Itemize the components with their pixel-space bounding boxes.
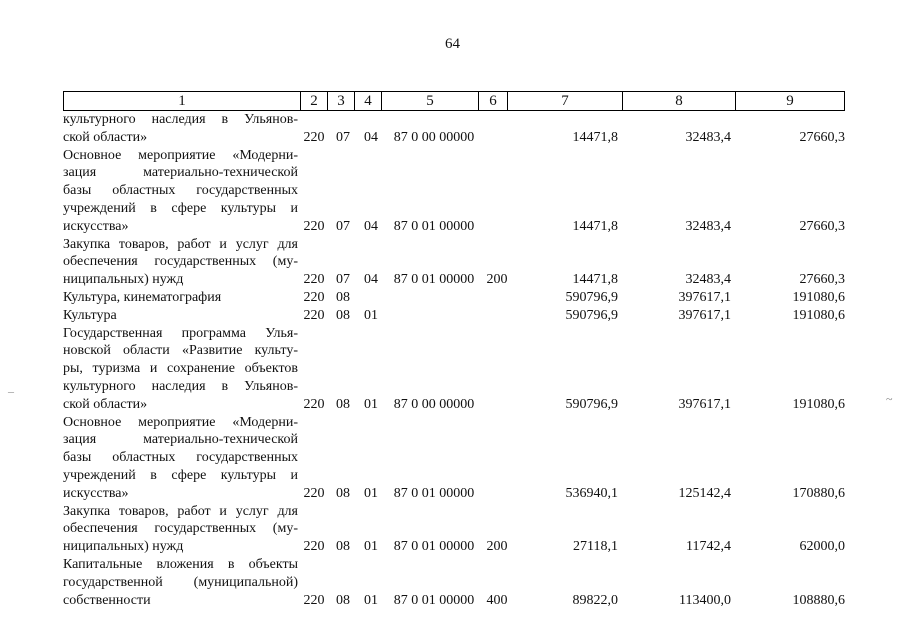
cell-col-9: 191080,6 [792, 307, 845, 323]
description-line: культурного наследия в Ульянов- [63, 378, 298, 394]
row-values [0, 485, 905, 503]
cell-col-2: 220 [303, 592, 325, 608]
cell-col-3: 07 [336, 218, 350, 234]
column-header-row [64, 92, 845, 111]
cell-col-5: 87 0 00 00000 [393, 129, 475, 145]
description-line: Основное мероприятие «Модерни- [63, 147, 298, 163]
description-line: Основное мероприятие «Модерни- [63, 414, 298, 430]
cell-col-2: 220 [303, 307, 325, 323]
cell-col-4: 01 [364, 307, 378, 323]
cell-col-8: 397617,1 [678, 289, 731, 305]
description-line: искусства» [63, 485, 129, 501]
cell-col-4: 01 [364, 485, 378, 501]
table-row [0, 414, 905, 503]
cell-col-6: 200 [486, 539, 508, 555]
cell-col-5: 87 0 01 00000 [393, 272, 475, 288]
cell-col-3: 07 [336, 272, 350, 288]
cell-col-3: 08 [336, 592, 350, 608]
description-line: ской области» [63, 129, 148, 145]
cell-col-5: 87 0 00 00000 [393, 396, 475, 412]
cell-col-8: 397617,1 [678, 396, 731, 412]
table-row [0, 307, 905, 325]
cell-col-4: 01 [364, 539, 378, 555]
cell-col-9: 62000,0 [799, 539, 845, 555]
cell-col-4: 01 [364, 396, 378, 412]
scan-mark-right: ~ [886, 392, 893, 406]
cell-col-6: 200 [486, 272, 508, 288]
cell-col-2: 220 [303, 396, 325, 412]
cell-col-3: 07 [336, 129, 350, 145]
cell-col-7: 590796,9 [565, 289, 618, 305]
description-line: Капитальные вложения в объекты [63, 556, 298, 572]
cell-col-8: 32483,4 [685, 272, 731, 288]
description-line: базы областных государственных [63, 450, 298, 466]
description-line: базы областных государственных [63, 183, 298, 199]
cell-col-7: 536940,1 [565, 485, 618, 501]
cell-col-2: 220 [303, 129, 325, 145]
column-header-5: 5 [382, 92, 479, 111]
cell-col-7: 14471,8 [572, 272, 618, 288]
cell-col-4: 04 [364, 272, 378, 288]
cell-col-3: 08 [336, 485, 350, 501]
table-row [0, 325, 905, 414]
page-number: 64 [445, 36, 460, 52]
cell-col-8: 32483,4 [685, 218, 731, 234]
cell-col-4: 04 [364, 218, 378, 234]
cell-col-9: 27660,3 [799, 129, 845, 145]
row-values [0, 218, 905, 236]
column-header-8: 8 [623, 92, 736, 111]
cell-col-4: 04 [364, 129, 378, 145]
description-line: Закупка товаров, работ и услуг для [63, 236, 298, 252]
column-header-9: 9 [736, 92, 845, 111]
cell-col-2: 220 [303, 218, 325, 234]
cell-col-7: 27118,1 [573, 539, 618, 555]
cell-col-5: 87 0 01 00000 [393, 218, 475, 234]
cell-col-2: 220 [303, 272, 325, 288]
description-line: зация материально-технической [63, 432, 298, 448]
cell-col-7: 590796,9 [565, 396, 618, 412]
table-row [0, 503, 905, 556]
row-values [0, 396, 905, 414]
row-values [0, 129, 905, 147]
description-line: ры, туризма и сохранение объектов [63, 361, 298, 377]
cell-col-3: 08 [336, 539, 350, 555]
cell-col-3: 08 [336, 307, 350, 323]
row-values [0, 271, 905, 289]
description-line: государственной (муниципальной) [63, 574, 298, 590]
description-line: новской области «Развитие культу- [63, 343, 298, 359]
description-line: ской области» [63, 396, 148, 412]
column-header-6: 6 [479, 92, 508, 111]
column-header-table [63, 91, 845, 111]
description-line: учреждений в сфере культуры и [63, 200, 298, 216]
column-header-1: 1 [64, 92, 301, 111]
description-line: Государственная программа Улья- [63, 325, 298, 341]
cell-col-2: 220 [303, 539, 325, 555]
table-row [0, 236, 905, 289]
cell-col-4: 01 [364, 592, 378, 608]
cell-col-7: 590796,9 [565, 307, 618, 323]
cell-col-8: 32483,4 [685, 129, 731, 145]
cell-col-5: 87 0 01 00000 [393, 539, 475, 555]
column-header-2: 2 [301, 92, 328, 111]
description-line: искусства» [63, 218, 129, 234]
cell-col-3: 08 [336, 396, 350, 412]
column-header-3: 3 [328, 92, 355, 111]
cell-col-6: 400 [486, 592, 508, 608]
cell-col-7: 14471,8 [572, 218, 618, 234]
description-line: культурного наследия в Ульянов- [63, 112, 298, 127]
column-header-4: 4 [355, 92, 382, 111]
cell-col-9: 27660,3 [799, 218, 845, 234]
description-line: ниципальных) нужд [63, 272, 184, 288]
scan-mark-left: – [8, 384, 14, 398]
description-line: обеспечения государственных (му- [63, 521, 298, 537]
cell-col-9: 170880,6 [792, 485, 845, 501]
row-values [0, 307, 905, 325]
table-row [0, 556, 905, 609]
cell-col-9: 191080,6 [792, 289, 845, 305]
cell-col-2: 220 [303, 289, 325, 305]
table-row [0, 289, 905, 307]
cell-col-8: 113400,0 [679, 592, 731, 608]
description-line: собственности [63, 592, 151, 608]
table-body [0, 111, 905, 609]
row-values [0, 538, 905, 556]
cell-col-5: 87 0 01 00000 [393, 485, 475, 501]
description-line: ниципальных) нужд [63, 539, 184, 555]
description-line: Закупка товаров, работ и услуг для [63, 503, 298, 519]
cell-col-8: 11742,4 [686, 539, 731, 555]
cell-col-7: 89822,0 [572, 592, 618, 608]
cell-col-7: 14471,8 [572, 129, 618, 145]
description-line: Культура [63, 307, 117, 323]
cell-col-9: 191080,6 [792, 396, 845, 412]
description-line: Культура, кинематография [63, 289, 222, 305]
description-line: зация материально-технической [63, 165, 298, 181]
cell-col-9: 108880,6 [792, 592, 845, 608]
description-line: обеспечения государственных (му- [63, 254, 298, 270]
row-values [0, 591, 905, 609]
column-header-7: 7 [508, 92, 623, 111]
cell-col-8: 125142,4 [678, 485, 731, 501]
table-row [0, 111, 905, 147]
cell-col-8: 397617,1 [678, 307, 731, 323]
cell-col-5: 87 0 01 00000 [393, 592, 475, 608]
row-values [0, 289, 905, 307]
cell-col-3: 08 [336, 289, 350, 305]
cell-col-2: 220 [303, 485, 325, 501]
description-line: учреждений в сфере культуры и [63, 467, 298, 483]
cell-col-9: 27660,3 [799, 272, 845, 288]
table-row [0, 147, 905, 236]
